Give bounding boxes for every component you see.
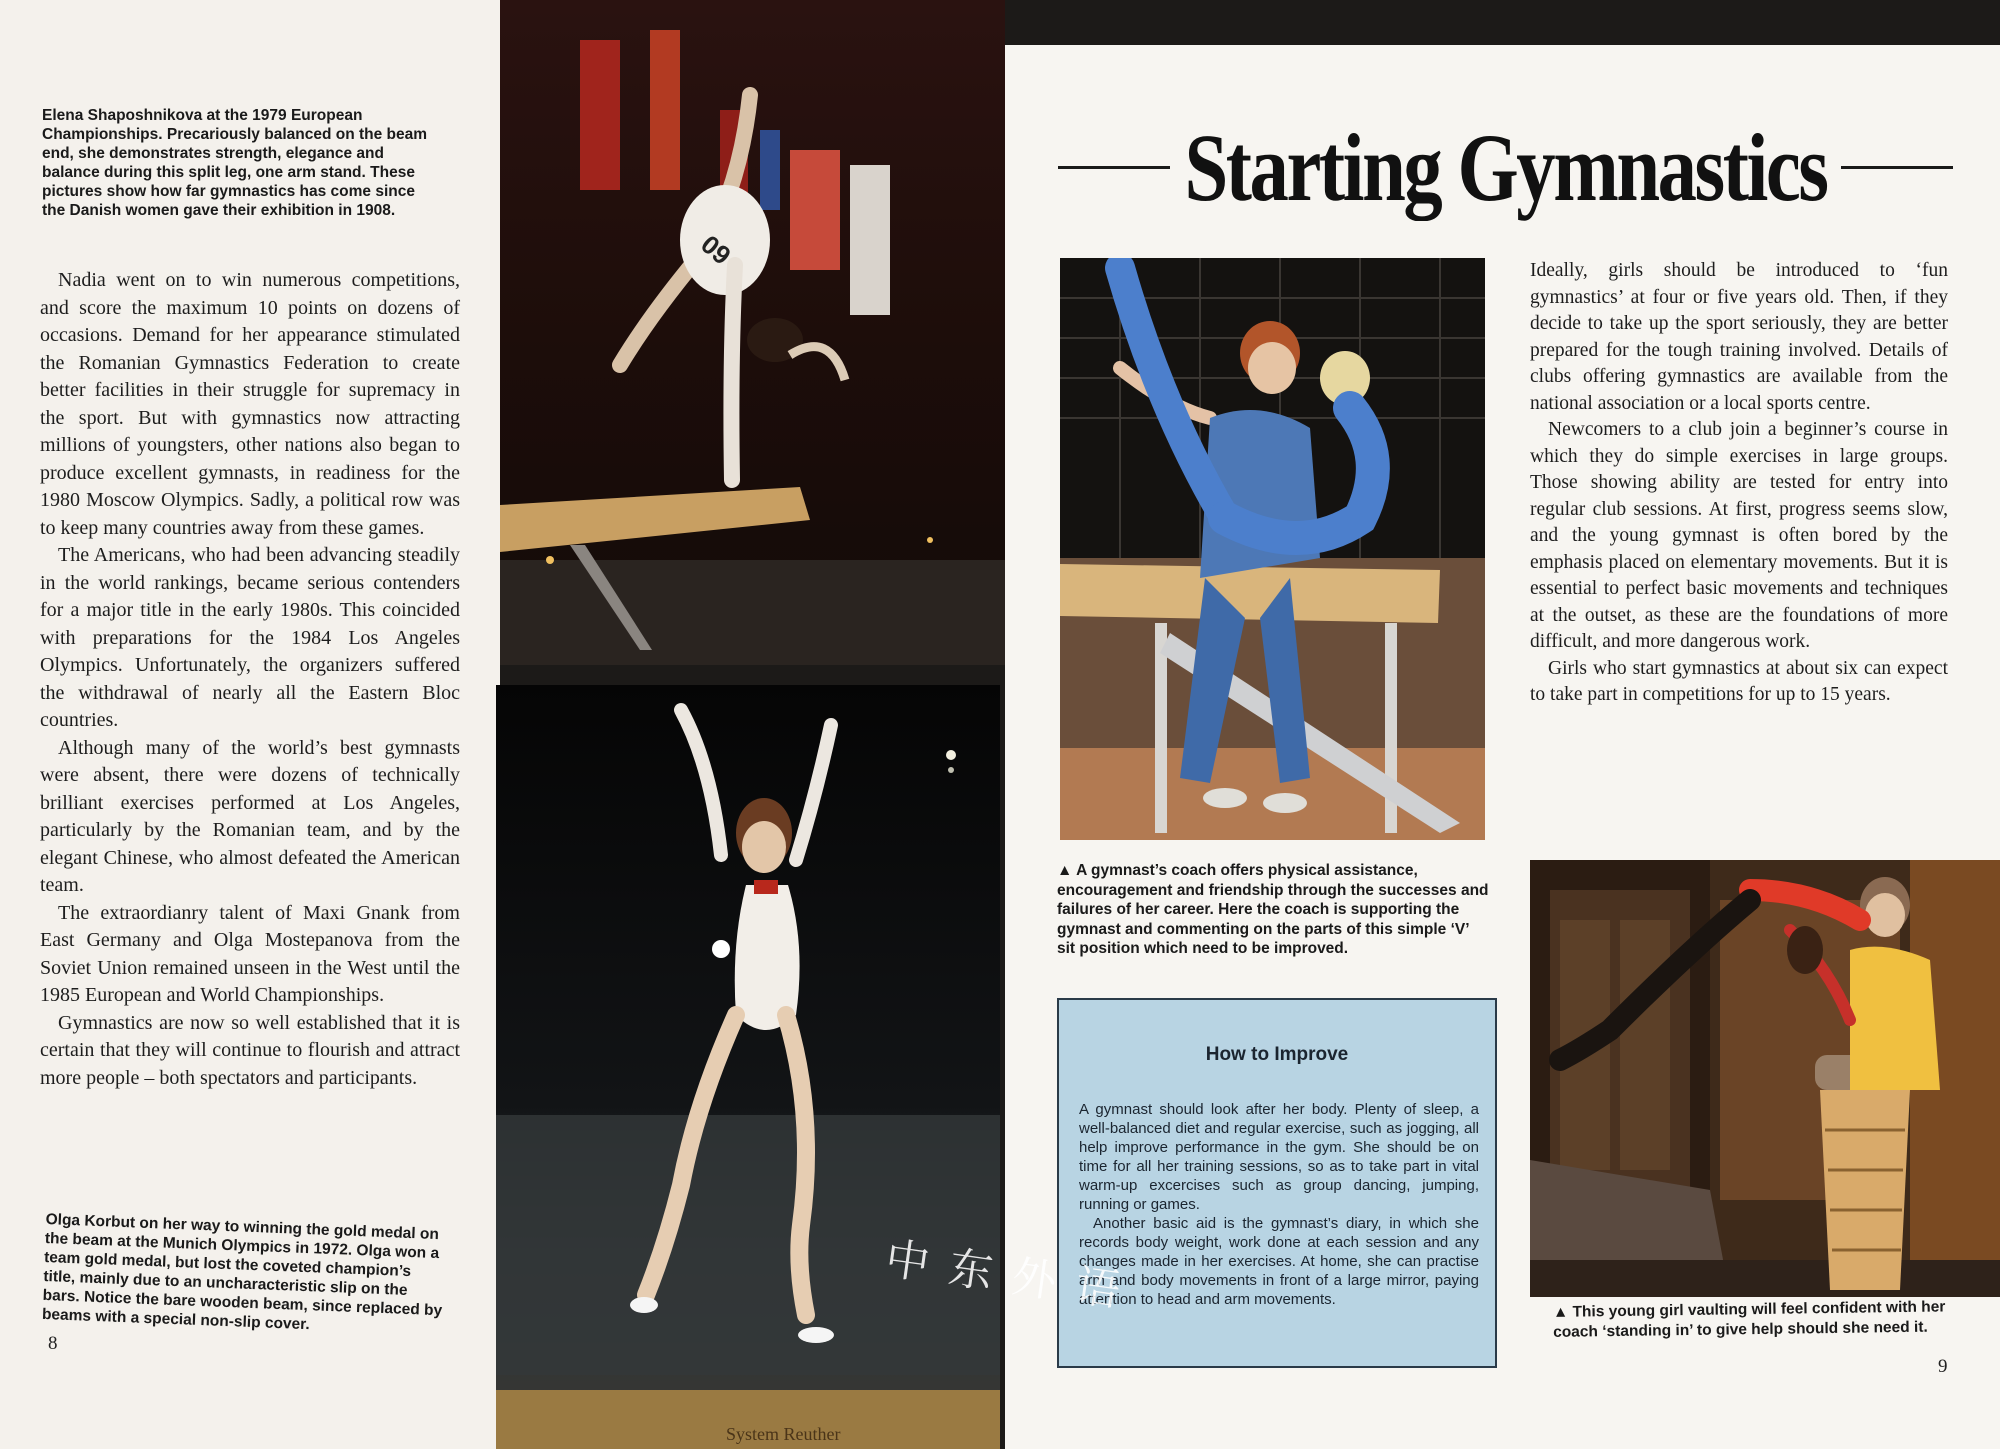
vaulting-photo — [1530, 860, 2000, 1297]
coach-photo-caption: ▲ A gymnast’s coach offers physical assistance, encouragement and friendship through the successes and failures of her career. Here the coach is supporting the gymnast and commenting on the parts of this simple ‘V’ sit position which need to be improved. — [1057, 862, 1489, 957]
beam-photo-korbut — [496, 685, 1000, 1449]
sign-system-reuther: System Reuther — [726, 1424, 841, 1444]
left-paragraph: The extraordianry talent of Maxi Gnank from East Germany and Olga Mostepanova from the Soviet Union remained unseen in the West until the 1985 European and World Championships. — [40, 901, 460, 1006]
top-photo-caption: Elena Shaposhnikova at the 1979 European Championships. Precariously balanced on the beam end, she demonstrates strength, elegance and balance during this split leg, one arm stand. These pictures show how far gymnastics has come since the Danish women gave their exhibition in 1908. — [42, 107, 428, 219]
right-body-text — [1530, 258, 1948, 709]
info-paragraph: A gymnast should look after her body. Plenty of sleep, a well-balanced diet and regular exercise, such as jogging, all help improve performance in the gym. She should be on time for all her training sessions, so as to take part in vital warm-up excercises such as group dancing, jumping, running or games. — [1079, 1101, 1479, 1213]
watermark-text: 中东外语 — [882, 1233, 1143, 1320]
right-paragraph: Girls who start gymnastics at about six can expect to take part in competitions for up to 15 years. — [1530, 657, 1948, 705]
vault-photo-caption: ▲ This young girl vaulting will feel confident with her coach ‘standing in’ to give help should she need it. — [1552, 1298, 1946, 1341]
info-box-title: How to Improve — [1205, 1044, 1349, 1065]
left-paragraph: Nadia went on to win numerous competitions, and score the maximum 10 points on dozens of occasions. Demand for her appearance stimulated the Romanian Gymnastics Federation to create better facilities in their struggle for supremacy in the sport. But with gymnastics now attracting millions of youngsters, other nations also began to produce excellent gymnasts, in readiness for the 1980 Moscow Olympics. Sadly, a political row was to keep many countries away from these games. — [40, 269, 460, 539]
beam-photo-shaposhnikova — [500, 0, 1005, 665]
left-paragraph: The Americans, who had been advancing steadily in the world rankings, became serious contenders for a major title in the early 1980s. This coincided with preparations for the 1984 Los Angeles Olympics. Unfortunately, the organizers suffered the withdrawal of nearly all the Eastern Bloc countries. — [40, 544, 460, 731]
left-body-text — [40, 267, 460, 1092]
title-rule-left — [1058, 166, 1170, 169]
title-banner — [1058, 112, 1953, 222]
left-paragraph: Although many of the world’s best gymnasts were absent, there were dozens of technically brilliant exercises performed at Los Angeles, particularly by the Romanian team, and by the elegant Chinese, who almost defeated the American team. — [40, 736, 460, 896]
title-rule-right — [1841, 166, 1953, 169]
info-paragraph: Another basic aid is the gymnast’s diary, in which she records body weight, work done at each session and any changes made in her exercises. At home, she can practise arm and body movements in front of a large mirror, paying attention to head and arm movements. — [1079, 1215, 1479, 1308]
gymnast-bib-number: 09 — [695, 229, 737, 271]
right-paragraph: Ideally, girls should be introduced to ‘fun gymnastics’ at four or five years old. Then, if they decide to take up the sport seriously, they are better prepared for the tough training involved. Details of clubs offering gymnastics are available from the national association or a local sports centre. — [1530, 260, 1948, 414]
page-number-left: 8 — [48, 1333, 58, 1354]
left-paragraph: Gymnastics are now so well established that it is certain that they will continue to flourish and attract more people – both spectators and participants. — [40, 1011, 460, 1089]
right-paragraph: Newcomers to a club join a beginner’s course in which they do simple exercises in large groups. Those showing ability are tested for entry into regular club sessions. At first, progress seems slow, and the young gymnast is often bored by the emphasis placed on elementary movements. But it is essential to perfect basic movements and techniques at the outset, as these are the foundations of more difficult, and more dangerous work. — [1530, 419, 1948, 652]
bottom-photo-caption: Olga Korbut on her way to winning the gold medal on the beam at the Munich Olympics in 1972. Olga won a team gold medal, but lost the coveted champion’s title, mainly due to an uncharacteristic slip on the bars. Notice the bare wooden beam, since replaced by beams with a special non-slip cover. — [41, 1210, 443, 1334]
coach-assisting-photo — [1060, 258, 1485, 840]
page-title: Starting Gymnastics — [1184, 113, 1827, 221]
page-number-right: 9 — [1938, 1356, 1948, 1377]
